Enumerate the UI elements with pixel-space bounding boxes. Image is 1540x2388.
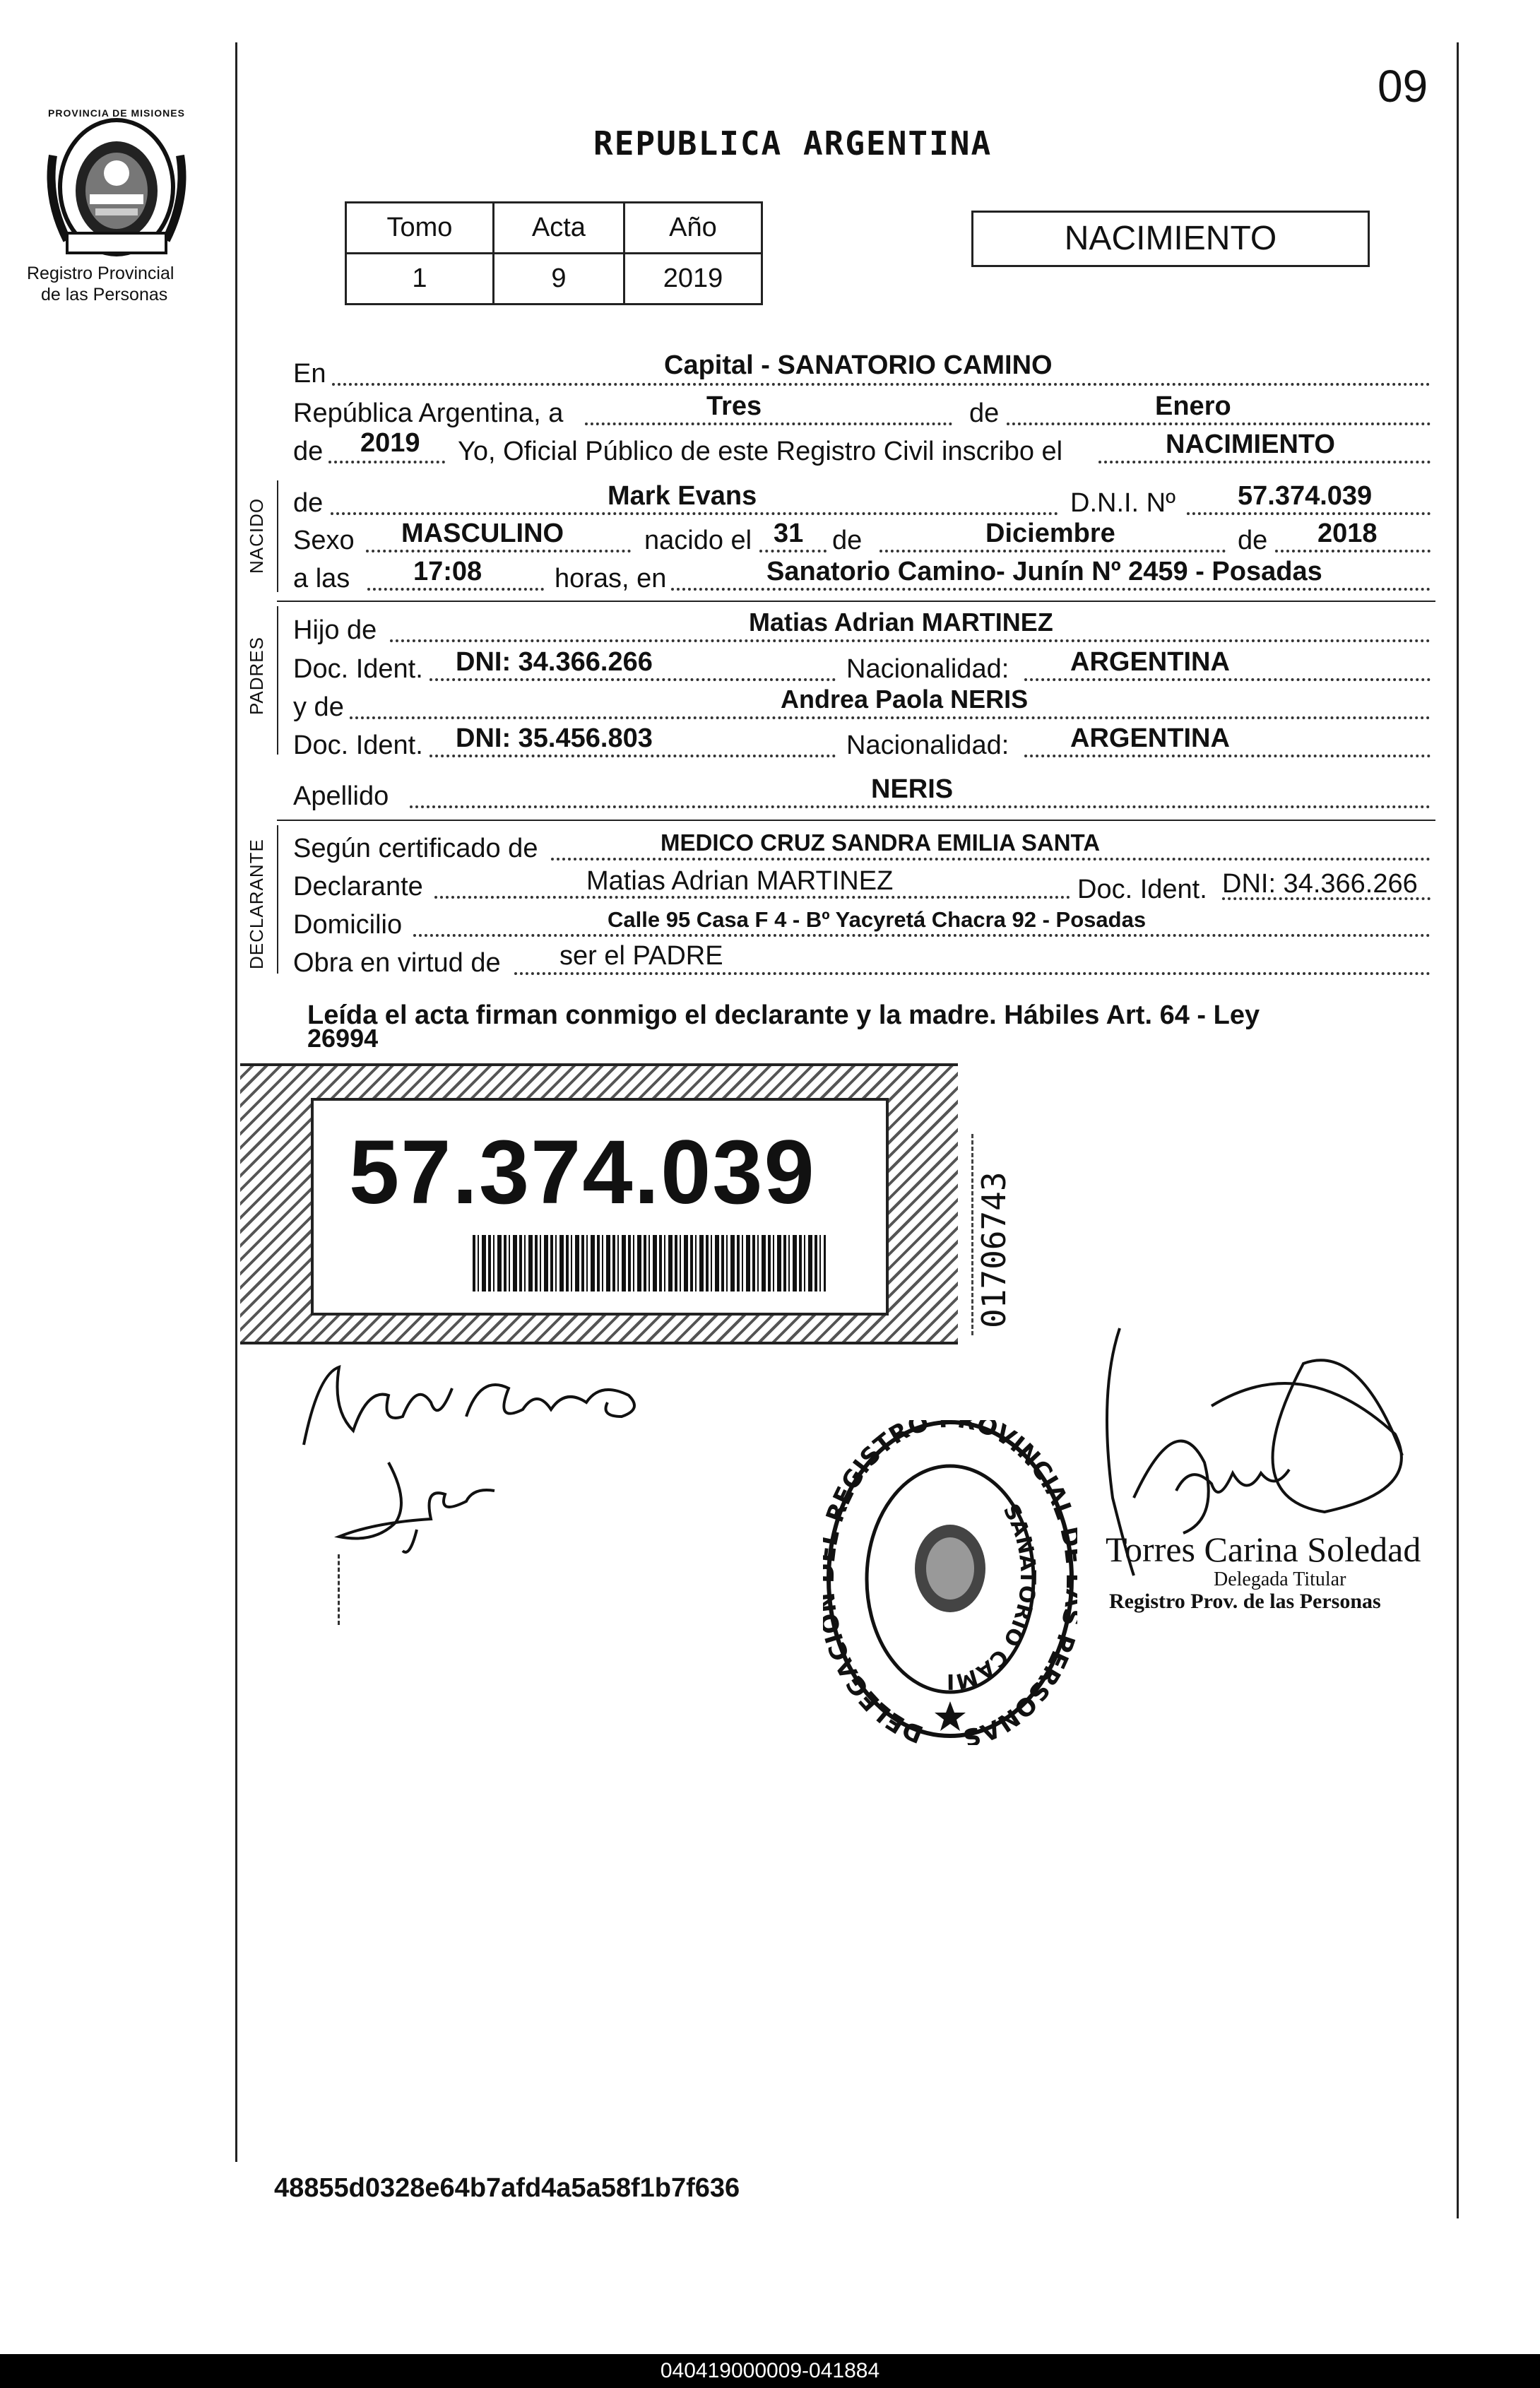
madre-signature: [297, 1346, 664, 1452]
y-de-label: y de: [293, 692, 344, 722]
republica-label: República Argentina, a: [293, 398, 564, 428]
hijo-de-label: Hijo de: [293, 615, 377, 645]
coat-of-arms-logo: [39, 99, 194, 261]
official-stamp: [823, 1420, 1077, 1745]
nacido-dni-value: 57.374.039: [1238, 481, 1373, 511]
footer-code: 040419000009-041884: [660, 2359, 880, 2382]
declarante-signature: [332, 1459, 523, 1558]
record-type-box: [971, 211, 1370, 267]
serial-dashed-border: [971, 1134, 975, 1335]
sticker-dni-number: 57.374.039: [349, 1122, 816, 1223]
nacido-de-label-2: de: [832, 526, 863, 555]
de-label-1: de: [969, 398, 1000, 428]
closing-line-2: 26994: [307, 1024, 379, 1053]
sticker-inner-panel: [311, 1098, 889, 1316]
sticker-serial: 01706743: [975, 1171, 1013, 1328]
apellido-divider: [277, 820, 1435, 821]
logo-caption-line-1: Registro Provincial: [27, 264, 174, 283]
cert-value: MEDICO CRUZ SANDRA EMILIA SANTA: [661, 829, 1101, 856]
right-margin-line: [1457, 42, 1459, 2218]
nacido-anio-value: 2018: [1317, 519, 1378, 548]
obra-value: ser el PADRE: [559, 941, 723, 971]
nacido-de-label-3: de: [1238, 526, 1268, 555]
madre-nombre-value: Andrea Paola NERIS: [781, 685, 1029, 714]
domicilio-label: Domicilio: [293, 910, 403, 940]
padres-side-label: PADRES: [246, 637, 267, 715]
apellido-value: NERIS: [871, 774, 954, 804]
alas-label: a las: [293, 564, 350, 593]
dni-label: D.N.I. Nº: [1070, 488, 1175, 518]
acto-value: NACIMIENTO: [1166, 430, 1335, 459]
stamp-ring-text: DELEGAC REGISTRO ROVINCIAL PERSONAS: [823, 1420, 1077, 1745]
padre-doc-value: DNI: 34.366.266: [456, 647, 653, 677]
cert-label: Según certificado de: [293, 834, 538, 863]
left-margin-line: [235, 42, 237, 2162]
nacido-side-label: NACIDO: [246, 497, 267, 574]
obra-label: Obra en virtud de: [293, 948, 501, 978]
sexo-value: MASCULINO: [401, 519, 564, 548]
closing-line-1: Leída el acta firman conmigo el declarante y la madre. Hábiles Art. 64 - Ley: [307, 1000, 1260, 1030]
nacido-de-label: de: [293, 488, 324, 518]
madre-doc-value: DNI: 35.456.803: [456, 723, 653, 753]
mes-value: Enero: [1155, 391, 1231, 421]
hora-value: 17:08: [413, 557, 482, 586]
record-type-label: NACIMIENTO: [1064, 220, 1277, 257]
acta-header: Acta: [493, 203, 624, 254]
tomo-header: Tomo: [346, 203, 494, 254]
en-label: En: [293, 359, 326, 389]
nacido-el-label: nacido el: [644, 526, 752, 555]
declarante-doc-label: Doc. Ident.: [1077, 875, 1207, 904]
tomo-value: 1: [346, 254, 494, 305]
anio-header: Año: [624, 203, 762, 254]
declarante-side-label: DECLARANTE: [246, 839, 267, 969]
anio-value: 2019: [624, 254, 762, 305]
lugar-value: Capital - SANATORIO CAMINO: [664, 350, 1053, 380]
document-title: REPUBLICA ARGENTINA: [593, 124, 993, 162]
document-hash: 48855d0328e64b7afd4a5a58f1b7f636: [274, 2173, 740, 2203]
yo-oficial-text: Yo, Oficial Público de este Registro Civil inscribo el: [458, 437, 1063, 466]
madre-nac-value: ARGENTINA: [1070, 723, 1230, 753]
officer-role: Delegada Titular: [1214, 1568, 1346, 1590]
nacido-nombre-value: Mark Evans: [608, 481, 757, 511]
dni-sticker: [240, 1063, 958, 1344]
declarante-doc-value: DNI: 34.366.266: [1222, 869, 1418, 899]
madre-doc-label: Doc. Ident.: [293, 731, 423, 760]
padres-bracket: [277, 606, 278, 755]
dia-letras-value: Tres: [706, 391, 762, 421]
tomo-acta-anio-table: [345, 201, 763, 305]
nacido-mes-value: Diciembre: [985, 519, 1115, 548]
stamp-inner-text: SANATORIO CAMI: [946, 1500, 1041, 1694]
logo-banner-text: PROVINCIA DE MISIONES: [48, 107, 185, 119]
declarante-value: Matias Adrian MARTINEZ: [586, 866, 894, 896]
declarante-bracket: [277, 825, 278, 974]
declarante-label: Declarante: [293, 872, 423, 902]
nacido-divider: [277, 601, 1435, 602]
acta-value: 9: [493, 254, 624, 305]
sticker-barcode: [473, 1235, 826, 1291]
nacido-dia-value: 31: [774, 519, 804, 548]
nacido-lugar-value: Sanatorio Camino- Junín Nº 2459 - Posadas: [766, 557, 1322, 586]
de-label-2: de: [293, 437, 324, 466]
logo-caption-line-2: de las Personas: [41, 285, 168, 305]
padre-doc-label: Doc. Ident.: [293, 654, 423, 684]
padre-nac-label: Nacionalidad:: [846, 654, 1009, 684]
madre-nac-label: Nacionalidad:: [846, 731, 1009, 760]
officer-org: Registro Prov. de las Personas: [1109, 1590, 1381, 1613]
officer-name: Torres Carina Soledad: [1106, 1530, 1421, 1569]
sexo-label: Sexo: [293, 526, 355, 555]
footer-bar: [0, 2354, 1540, 2388]
padre-nombre-value: Matias Adrian MARTINEZ: [749, 608, 1053, 637]
domicilio-value: Calle 95 Casa F 4 - Bº Yacyretá Chacra 92 - Posadas: [608, 907, 1147, 932]
anio-value: 2019: [360, 428, 420, 458]
page-number: 09: [1378, 61, 1428, 112]
horas-en-label: horas, en: [555, 564, 667, 593]
apellido-label: Apellido: [293, 781, 389, 811]
nacido-bracket: [277, 480, 278, 592]
padre-nac-value: ARGENTINA: [1070, 647, 1230, 677]
